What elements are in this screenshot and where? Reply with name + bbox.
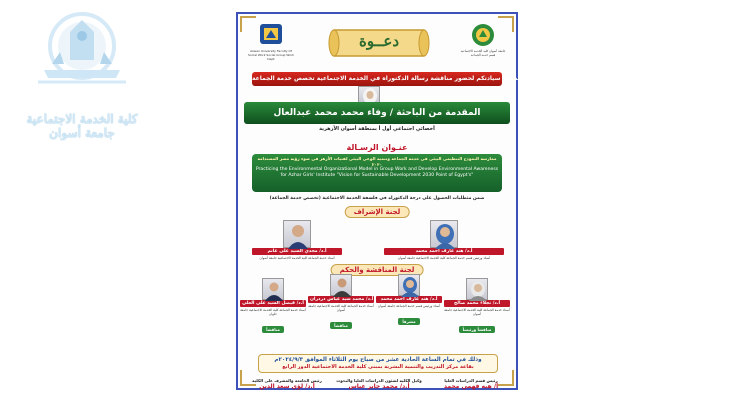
committee-member-card (444, 278, 510, 335)
supervisor-card (384, 220, 504, 260)
event-time: وذلك في تمام الساعة الحادية عشر من صباح يوم الثلاثاء الموافق ٢٠٢٤/٩/٣م (274, 357, 482, 363)
signature-title: رئيس قسم الدراسات العليا (444, 378, 498, 383)
committee-title: لجنة المناقشة والحكم (331, 264, 424, 276)
committee-member-role: مناقشاً ورئيساً (459, 326, 496, 333)
committee-member-name: أ.د/ نجلاء محمد صالح (444, 300, 510, 307)
faculty-logo (460, 22, 506, 57)
supervisor-photo (430, 220, 458, 248)
faculty-side-logo (22, 12, 142, 147)
invitation-card (236, 12, 586, 390)
signature-block (334, 378, 424, 390)
thesis-title-en: Practicing the Environmental Organizational Model in Group Work and Develop Environmental Awareness for Azhar Girls' Institute "Vision for Sustainable Development 2030 Point of Egypt's" (255, 167, 499, 178)
university-name: جامعة أسوان (49, 126, 115, 140)
signature-title: وكيل الكلية لشئون الدراسات العليا والبحوث (336, 378, 422, 383)
supervisor-position: أستاذ ورئيس قسم خدمة الجماعة كلية الخدمة الاجتماعية جامعة أسوان (397, 256, 491, 260)
committee-photo (262, 278, 284, 300)
supervisor-name: أ.د/ هند عارف أحمد محمد (384, 248, 504, 255)
degree-line: ضمن متطلبات الحصول على درجة الدكتوراه في فلسفة الخدمة الاجتماعية (تخصص خدمة الجماعة) (269, 196, 485, 201)
committee-photo (466, 278, 488, 300)
faculty-emblem-icon (468, 22, 498, 48)
committee-member-card (376, 274, 442, 327)
supervisor-name: أ.د/ مجدي السيد على غانم (252, 248, 342, 255)
committee-member-position: أستاذ ورئيس قسم خدمة الجماعة جامعة أسوان (377, 304, 441, 308)
committee-member-position: أستاذ خدمة الجماعة كلية الخدمة الاجتماعية جامعة حلوان (240, 308, 306, 316)
committee-member-position: أستاذ خدمة الجماعة كلية الخدمة الاجتماعية جامعة أسوان (308, 304, 374, 312)
invitation-scroll (326, 22, 432, 64)
aswan-university-logo (248, 22, 294, 61)
person-silhouette-icon (331, 275, 353, 297)
left-logo-caption: Aswan University Faculty Of Social Work Social Group Work Dept (248, 49, 294, 61)
committee-member-role: مناقشاً (262, 326, 284, 333)
supervisor-photo (283, 220, 311, 248)
committee-member-role: مناقشاً (330, 322, 352, 329)
committee-member-name: أ.د/ هند عارف أحمد محمد (376, 296, 442, 303)
event-place: بقاعة مركز التدريب والتنمية البشرية بمبنى كلية الخدمة الاجتماعية الدور الرابع (282, 364, 474, 370)
supervision-title: لجنة الإشراف (345, 206, 410, 218)
researcher-label: المقدمة من الباحثة (396, 108, 481, 118)
signature-name: أ/ هبه فهمي محمد (443, 383, 499, 390)
person-silhouette-icon (284, 221, 312, 249)
committee-member-position: أستاذ خدمة الجماعة كلية الخدمة الاجتماعية جامعة أسوان (444, 308, 510, 316)
committee-photo (330, 274, 352, 296)
signature-block (242, 378, 332, 390)
aswan-university-logo-icon (256, 22, 286, 48)
person-silhouette-icon (467, 279, 489, 301)
pharaoh-emblem-icon (36, 12, 128, 92)
thesis-title-box (252, 154, 502, 192)
signature-block (426, 378, 516, 390)
researcher-position: أخصائي اجتماعي أول أ بمنطقة أسوان الأزهرية (319, 126, 435, 132)
signature-name: أ.د/ محمد جابر عباس (348, 383, 410, 390)
researcher-banner: المقدمة من الباحثة / وفاء محمد محمد عبدالعال (244, 102, 510, 124)
committee-member-name: أ.د/ فيصل السيد على العلي (240, 300, 306, 307)
invitation-word: دعــوة (358, 32, 400, 50)
invitation-line: يتشرف مجلس القسم بدعوة سيادتكم لحضور مناقشة رسالة الدكتوراه في الخدمة الاجتماعية تخصص خدمة الجماعة (252, 72, 502, 86)
faculty-name: كلية الخدمة الاجتماعية (26, 112, 138, 126)
committee-member-card (240, 278, 306, 335)
committee-member-role: مشرفاً (398, 318, 419, 325)
event-details (258, 354, 498, 373)
supervisor-card (252, 220, 342, 260)
supervisor-position: أستاذ خدمة الجماعة كلية الخدمة الاجتماعية جامعة أسوان (259, 256, 335, 260)
thesis-title-ar: ممارسة النموذج التنظيمي البيئي في خدمة الجماعة وتنمية الوعي البيئي لفتيات الأزهر في ضوء رؤية مصر المستدامة ٢٠٣٠ (257, 156, 497, 167)
thesis-section-title: عنـوان الرسـالة (346, 143, 408, 152)
person-silhouette-icon (399, 275, 421, 297)
committee-member-card (308, 274, 374, 331)
person-silhouette-icon (263, 279, 285, 301)
person-silhouette-icon (431, 221, 459, 249)
right-logo-caption: جامعة أسوان كلية الخدمة الاجتماعية قسم خدمة الجماعة (460, 49, 506, 57)
committee-member-name: أ.د/ محمد سيد عباس دردران (310, 297, 374, 302)
signature-name: أ.د/ لؤي سعد الدين (259, 383, 315, 390)
researcher-name: وفاء محمد محمد عبدالعال (273, 108, 387, 118)
committee-photo (398, 274, 420, 296)
signature-title: رئيس الجامعة والمشرف على الكلية (252, 378, 322, 383)
